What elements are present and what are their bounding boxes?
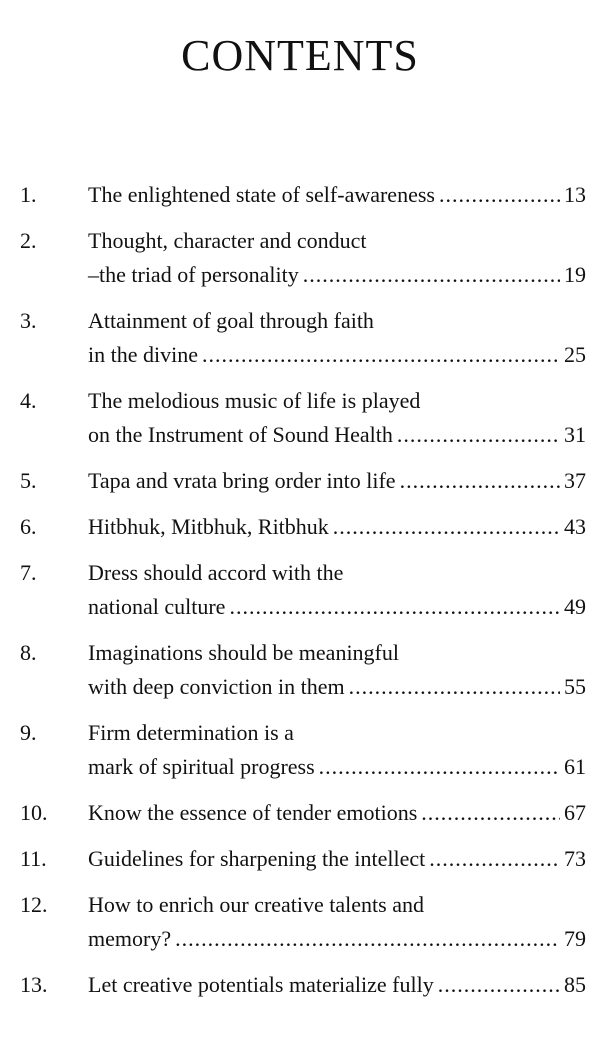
entry-title-line1: Attainment of goal through faith xyxy=(88,308,374,333)
dot-leader xyxy=(400,464,560,498)
toc-entry xyxy=(0,224,600,292)
entry-number: 11. xyxy=(20,846,47,871)
entry-last-line xyxy=(88,464,586,498)
toc-entry xyxy=(0,384,600,452)
entry-last-line xyxy=(88,670,586,704)
entry-page-number: 85 xyxy=(564,972,586,997)
entry-title-line2: Hitbhuk, Mitbhuk, Ritbhuk xyxy=(88,514,329,539)
entry-body xyxy=(88,510,586,544)
entry-title-line2: with deep conviction in them xyxy=(88,674,345,699)
entry-page-number: 49 xyxy=(564,594,586,619)
entry-title-line1: Imaginations should be meaningful xyxy=(88,640,399,665)
entry-title-line2: Know the essence of tender emotions xyxy=(88,800,418,825)
entry-last-line xyxy=(88,750,586,784)
entry-title-line1: The melodious music of life is played xyxy=(88,388,421,413)
toc-entry xyxy=(0,556,600,624)
toc-entry xyxy=(0,842,600,876)
entry-number: 5. xyxy=(20,468,37,493)
dot-leader xyxy=(319,750,560,784)
entry-body xyxy=(88,968,586,1002)
entry-body xyxy=(88,304,586,372)
entry-number: 2. xyxy=(20,228,37,253)
entry-number: 7. xyxy=(20,560,37,585)
toc-entry xyxy=(0,178,600,212)
entry-title-line2: in the divine xyxy=(88,342,198,367)
toc-entry xyxy=(0,464,600,498)
dot-leader xyxy=(229,590,560,624)
entry-body xyxy=(88,796,586,830)
entry-page-number: 31 xyxy=(564,422,586,447)
entry-body xyxy=(88,464,586,498)
entry-last-line xyxy=(88,338,586,372)
toc-entry xyxy=(0,510,600,544)
toc-entry xyxy=(0,796,600,830)
entry-body xyxy=(88,224,586,292)
dot-leader xyxy=(429,842,560,876)
entry-body xyxy=(88,556,586,624)
entry-last-line xyxy=(88,968,586,1002)
entry-body xyxy=(88,842,586,876)
entry-page-number: 67 xyxy=(564,800,586,825)
entry-title-line1: Thought, character and conduct xyxy=(88,228,367,253)
entry-title-line1: Dress should accord with the xyxy=(88,560,344,585)
dot-leader xyxy=(202,338,560,372)
entry-number: 4. xyxy=(20,388,37,413)
dot-leader xyxy=(421,796,560,830)
entry-body xyxy=(88,178,586,212)
entry-title-line2: on the Instrument of Sound Health xyxy=(88,422,393,447)
entry-page-number: 55 xyxy=(564,674,586,699)
entry-body xyxy=(88,716,586,784)
toc-entry xyxy=(0,968,600,1002)
entry-body xyxy=(88,384,586,452)
toc-entry xyxy=(0,716,600,784)
entry-title-line2: Guidelines for sharpening the intellect xyxy=(88,846,426,871)
toc-entry xyxy=(0,888,600,956)
table-of-contents xyxy=(0,178,600,1014)
entry-title-line2: Let creative potentials materialize fully xyxy=(88,972,434,997)
dot-leader xyxy=(175,922,560,956)
entry-last-line xyxy=(88,922,586,956)
entry-title-line2: –the triad of personality xyxy=(88,262,299,287)
entry-page-number: 13 xyxy=(564,182,586,207)
dot-leader xyxy=(439,178,560,212)
entry-number: 1. xyxy=(20,182,37,207)
entry-number: 6. xyxy=(20,514,37,539)
entry-last-line xyxy=(88,258,586,292)
entry-number: 8. xyxy=(20,640,37,665)
dot-leader xyxy=(333,510,560,544)
entry-last-line xyxy=(88,510,586,544)
page-title: CONTENTS xyxy=(181,31,419,80)
entry-last-line xyxy=(88,796,586,830)
entry-number: 9. xyxy=(20,720,37,745)
entry-page-number: 79 xyxy=(564,926,586,951)
entry-title-line2: memory? xyxy=(88,926,172,951)
entry-page-number: 37 xyxy=(564,468,586,493)
entry-last-line xyxy=(88,590,586,624)
entry-title-line2: The enlightened state of self-awareness xyxy=(88,182,435,207)
dot-leader xyxy=(303,258,560,292)
entry-page-number: 43 xyxy=(564,514,586,539)
entry-last-line xyxy=(88,842,586,876)
entry-title-line2: mark of spiritual progress xyxy=(88,754,315,779)
entry-page-number: 61 xyxy=(564,754,586,779)
entry-title-line1: How to enrich our creative talents and xyxy=(88,892,424,917)
toc-entry xyxy=(0,304,600,372)
entry-title-line2: Tapa and vrata bring order into life xyxy=(88,468,396,493)
entry-page-number: 73 xyxy=(564,846,586,871)
entry-title-line1: Firm determination is a xyxy=(88,720,294,745)
entry-last-line xyxy=(88,418,586,452)
entry-body xyxy=(88,636,586,704)
toc-entry xyxy=(0,636,600,704)
entry-page-number: 19 xyxy=(564,262,586,287)
entry-body xyxy=(88,888,586,956)
entry-title-line2: national culture xyxy=(88,594,226,619)
dot-leader xyxy=(397,418,560,452)
entry-number: 12. xyxy=(20,892,48,917)
entry-last-line xyxy=(88,178,586,212)
entry-page-number: 25 xyxy=(564,342,586,367)
dot-leader xyxy=(349,670,560,704)
entry-number: 10. xyxy=(20,800,48,825)
entry-number: 13. xyxy=(20,972,48,997)
dot-leader xyxy=(438,968,560,1002)
entry-number: 3. xyxy=(20,308,37,333)
